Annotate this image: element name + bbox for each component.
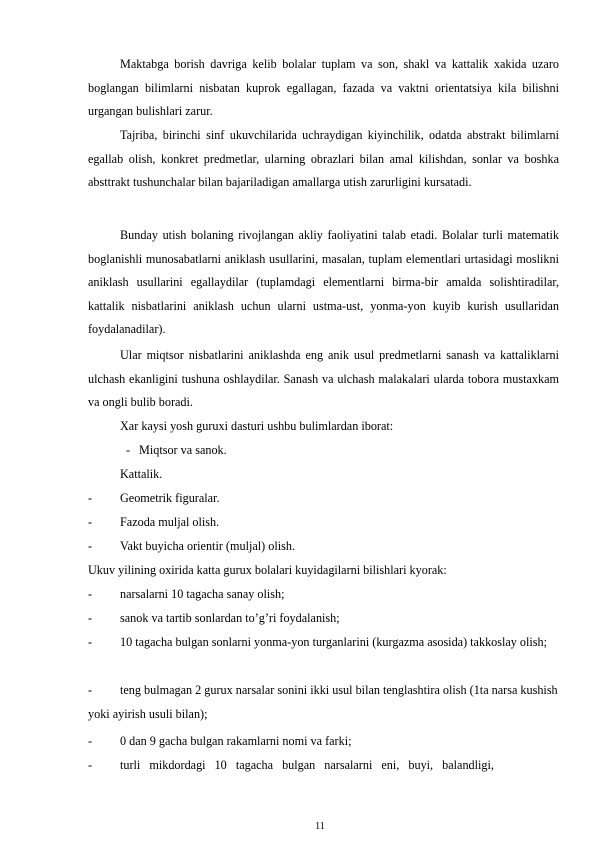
- paragraph: Bunday utish bolaning rivojlangan akliy faoliyatini talab etadi. Bolalar turli matematik boglanishli munosabatlarni aniklash usullarini, masalan, tuplam elementlari urtasidagi moslikni aniklash usullarini egallaydilar (tuplamdagi elementlarni birma-bir amalda solishtiradilar, kattalik nisbatlarini aniklash uchun ularni ustma-ust, yonma-yon kuyib kurish usullaridan foydalanadilar).: [88, 228, 559, 336]
- list-marker: -: [88, 683, 93, 697]
- page-number: 11: [315, 821, 325, 832]
- paragraph: Maktabga borish davriga kelib bolalar tuplam va son, shakl va kattalik xakida uzaro boglangan bilimlarni nisbatan kuprok egallagan, fazada va vaktni orientatsiya kila bilishni urgangan bulishlari zarur.: [88, 57, 559, 118]
- list-item: turli mikdordagi 10 tagacha bulgan narsalarni eni, buyi, balandligi,: [120, 758, 494, 772]
- list-item: Geometrik figuralar.: [120, 491, 220, 505]
- list-marker: -: [88, 734, 93, 748]
- list-marker: -: [88, 515, 93, 529]
- list-marker: -: [88, 758, 93, 772]
- list-item: Fazoda muljal olish.: [120, 515, 220, 529]
- list-item: Miqtsor va sanok.: [139, 443, 227, 457]
- program-intro: Xar kaysi yosh guruxi dasturi ushbu bulimlardan iborat:: [120, 419, 394, 433]
- list-item: teng bulmagan 2 gurux narsalar sonini ikki usul bilan tenglashtira olish (1ta narsa kushish yoki ayirish usuli bilan);: [88, 683, 558, 721]
- skills-intro: Ukuv yilining oxirida katta gurux bolalari kuyidagilarni bilishlari kyorak:: [88, 563, 447, 577]
- list-item: sanok va tartib sonlardan to’g’ri foydalanish;: [120, 611, 340, 625]
- list-marker: -: [126, 443, 131, 457]
- list-marker: -: [88, 611, 93, 625]
- paragraph: Tajriba, birinchi sinf ukuvchilarida uchraydigan kiyinchilik, odatda abstrakt bilimlarni egallab olish, konkret predmetlar, ularning obrazlari bilan amal kilishdan, sonlar va boshka absttrakt tushunchalar bilan bajariladigan amallarga utish zarurligini kursatadi.: [88, 128, 559, 189]
- list-marker: -: [88, 587, 93, 601]
- list-marker: -: [88, 635, 93, 649]
- list-item: Kattalik.: [120, 467, 163, 481]
- list-marker: -: [88, 491, 93, 505]
- paragraph: Ular miqtsor nisbatlarini aniklashda eng anik usul predmetlarni sanash va kattaliklarni ulchash ekanligini tushuna oshlaydilar. Sanash va ulchash malakalari ularda tobora mustaxkam va ongli bulib boradi.: [88, 348, 559, 409]
- list-marker: -: [88, 539, 93, 553]
- list-item: 10 tagacha bulgan sonlarni yonma-yon turganlarini (kurgazma asosida) takkoslay olish;: [120, 635, 548, 649]
- list-item: narsalarni 10 tagacha sanay olish;: [120, 587, 285, 601]
- list-item: 0 dan 9 gacha bulgan rakamlarni nomi va farki;: [120, 734, 352, 748]
- list-item: Vakt buyicha orientir (muljal) olish.: [120, 539, 295, 553]
